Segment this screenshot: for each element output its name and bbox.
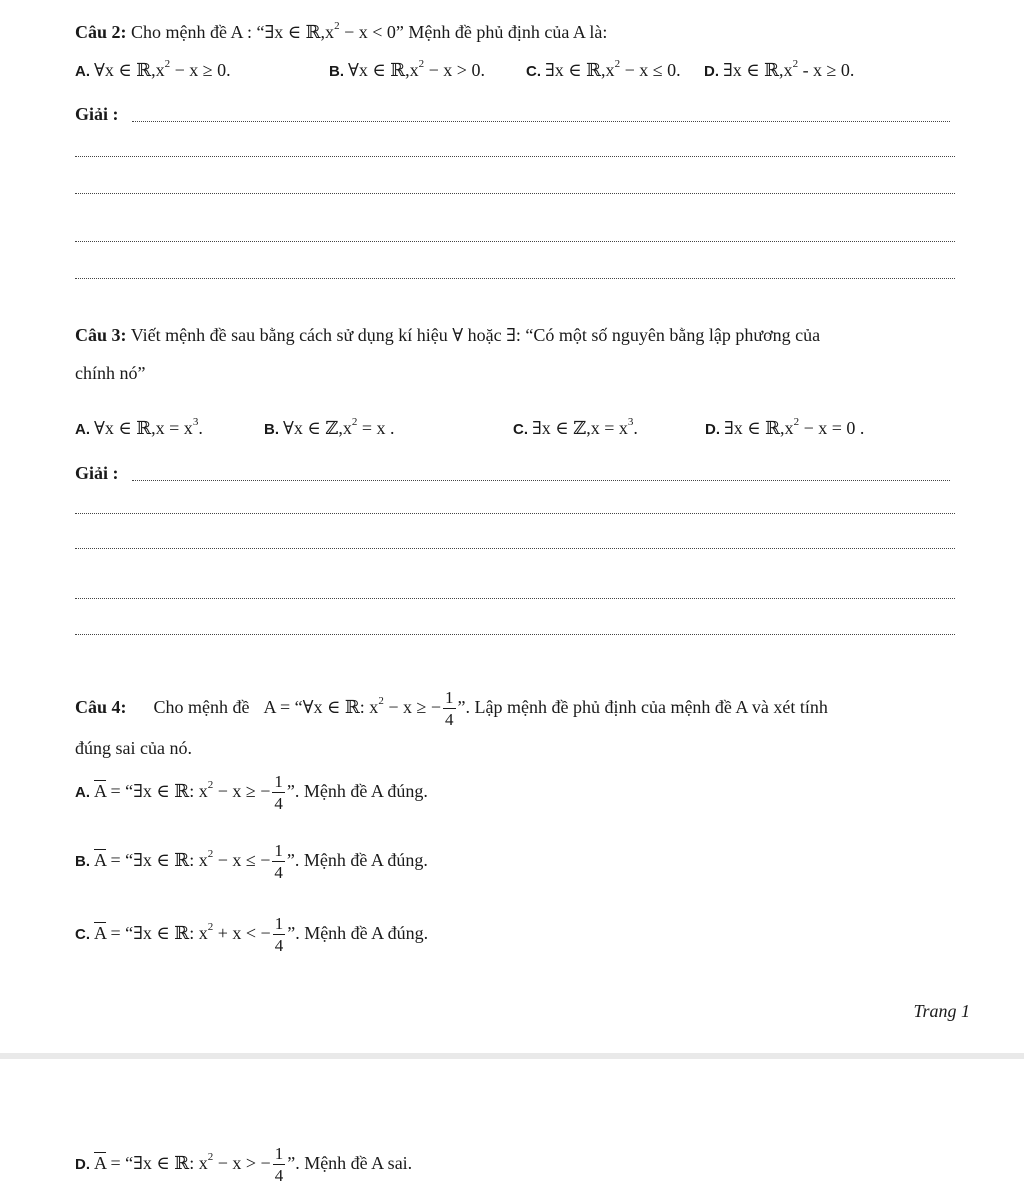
answer-line[interactable] <box>132 121 950 122</box>
q3-stem <box>75 325 820 346</box>
option-label: A. <box>75 63 90 80</box>
option-verdict: . Mệnh đề A sai. <box>295 1153 413 1173</box>
option-label: D. <box>75 1156 90 1173</box>
option-math: ∃x ∈ $ℝ,x^2 - x = 0$ . <box>724 416 865 438</box>
option-math: $\overline{A}$ = “∃x ∈ ℝ: $x^2 - x$ > − $\frac{1}{4}$ ” <box>94 1144 296 1186</box>
q3-option-c[interactable] <box>513 418 638 439</box>
option-math: ∀x ∈ ℝ,x = $x^3$. <box>94 416 203 438</box>
q2-proposition: A : “∃x ∈ $ℝ,x^2 - x < 0$” <box>230 20 404 42</box>
q4-label: Câu 4: <box>75 697 127 717</box>
q2-option-b[interactable] <box>329 60 485 81</box>
option-label: B. <box>329 63 344 80</box>
option-label: B. <box>75 853 90 870</box>
q4-option-c[interactable] <box>75 910 428 958</box>
option-label: C. <box>75 926 90 943</box>
page-number: Trang 1 <box>913 1001 970 1021</box>
option-label: A. <box>75 421 90 438</box>
option-verdict: . Mệnh đề A đúng. <box>294 781 428 801</box>
option-verdict: . Mệnh đề A đúng. <box>295 923 429 943</box>
option-math: ∀x ∈ $ℤ,x^2 = x$ . <box>283 416 395 438</box>
option-label: B. <box>264 421 279 438</box>
answer-line[interactable] <box>75 193 955 194</box>
q2-option-c[interactable] <box>526 60 681 81</box>
q2-label: Câu 2: <box>75 22 127 42</box>
answer-line[interactable] <box>75 598 955 599</box>
option-math: ∃x ∈ $ℝ,x^2 - x \ge 0$. <box>723 58 855 80</box>
option-math: $\overline{A}$ = “∃x ∈ ℝ: $x^2 - x$ ≥ − $\frac{1}{4}$ ” <box>94 772 295 814</box>
q4-option-d[interactable] <box>75 1140 412 1188</box>
option-math: $\overline{A}$ = “∃x ∈ ℝ: $x^2 + x$ < − $\frac{1}{4}$ ” <box>94 914 296 956</box>
option-label: C. <box>513 421 528 438</box>
q3-label: Câu 3: <box>75 325 127 345</box>
q4-option-a[interactable] <box>75 768 428 816</box>
q2-solution-label: Giải : <box>75 104 119 124</box>
answer-line[interactable] <box>75 634 955 635</box>
q3-option-d[interactable] <box>705 418 864 439</box>
q3-text-line1: Viết mệnh đề sau bằng cách sử dụng kí hiệu ∀ hoặc ∃: “Có một số nguyên bằng lập phương của <box>126 325 821 345</box>
q3-solution-label: Giải : <box>75 463 119 483</box>
q4-proposition: A = “∀x ∈ ℝ: $x^2 - x$ ≥ − $\frac{1}{4}$ ”. <box>263 688 470 730</box>
option-verdict: . Mệnh đề A đúng. <box>294 850 428 870</box>
q3-option-b[interactable] <box>264 418 394 439</box>
q2-text-after: Mệnh đề phủ định của A là: <box>403 22 608 42</box>
fraction: $\frac{1}{4}$ <box>445 688 454 730</box>
page-2 <box>0 1059 1024 1192</box>
answer-line[interactable] <box>132 480 950 481</box>
q4-text-after: Lập mệnh đề phủ định của mệnh đề A và xét tính <box>470 697 828 717</box>
answer-line[interactable] <box>75 513 955 514</box>
answer-line[interactable] <box>75 548 955 549</box>
q4-option-b[interactable] <box>75 837 428 885</box>
q3-text-line2: chính nó” <box>75 363 146 383</box>
option-label: D. <box>705 421 720 438</box>
option-label: D. <box>704 63 719 80</box>
option-math: ∃x ∈ $ℝ,x^2 - x \le 0$. <box>545 58 681 80</box>
q2-option-d[interactable] <box>704 60 854 81</box>
q4-stem <box>75 685 828 729</box>
option-math: $\overline{A}$ = “∃x ∈ ℝ: $x^2 - x$ ≤ − $\frac{1}{4}$ ” <box>94 841 295 883</box>
q4-text-before: Cho mệnh đề <box>153 697 250 717</box>
q2-text-before: Cho mệnh đề <box>126 22 231 42</box>
answer-line[interactable] <box>75 278 955 279</box>
answer-line[interactable] <box>75 241 955 242</box>
q3-option-a[interactable] <box>75 418 203 439</box>
option-label: A. <box>75 784 90 801</box>
option-math: ∀x ∈ $ℝ,x^2 - x \ge 0$. <box>94 58 231 80</box>
q2-option-a[interactable] <box>75 60 231 81</box>
q4-text-line2: đúng sai của nó. <box>75 738 192 758</box>
answer-line[interactable] <box>75 156 955 157</box>
q2-stem <box>75 22 607 43</box>
option-math: ∃x ∈ ℤ,x = $x^3$. <box>532 416 638 438</box>
option-math: ∀x ∈ $ℝ,x^2 - x > 0$. <box>348 58 485 80</box>
option-label: C. <box>526 63 541 80</box>
